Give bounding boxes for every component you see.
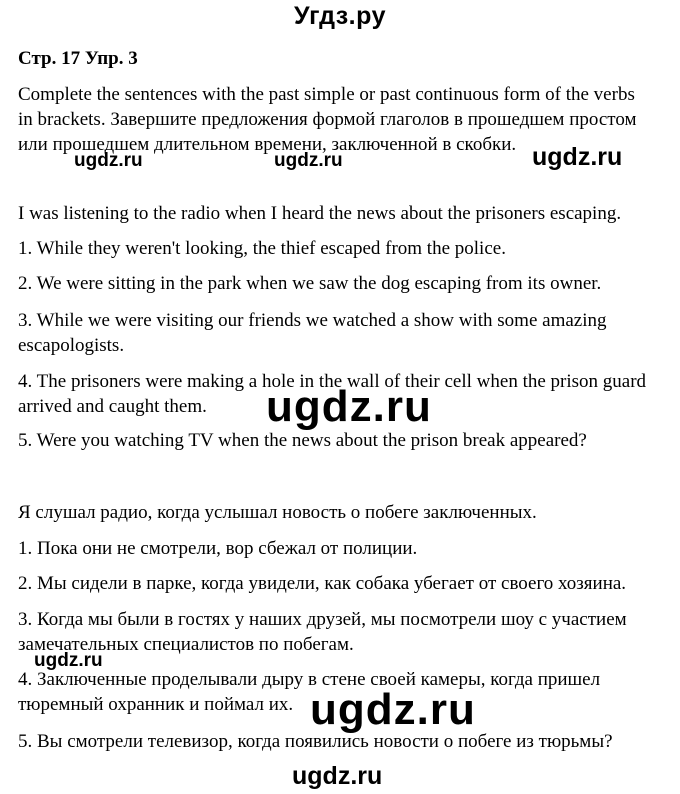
instruction-line: in brackets. Завершите предложения формой глаголов в прошедшем простом <box>18 109 637 130</box>
english-item-4: 4. The prisoners were making a hole in the wall of their cell when the prison guard <box>18 371 647 392</box>
watermark: ugdz.ru <box>532 143 623 171</box>
watermark: ugdz.ru <box>74 150 143 171</box>
russian-item-4-cont: тюремный охранник и поймал их. <box>18 694 294 715</box>
russian-item-3: 3. Когда мы были в гостях у наших друзей, мы посмотрели шоу с участием <box>18 609 627 630</box>
english-item-2: 2. We were sitting in the park when we saw the dog escaping from its owner. <box>18 273 602 294</box>
english-example: I was listening to the radio when I heard the news about the prisoners escaping. <box>18 203 622 224</box>
russian-item-3-cont: замечательных специалистов по побегам. <box>18 634 354 655</box>
exercise-heading: Стр. 17 Упр. 3 <box>18 48 138 69</box>
site-title: Угдз.ру <box>294 2 386 30</box>
english-item-1: 1. While they weren't looking, the thief escaped from the police. <box>18 238 506 259</box>
watermark: ugdz.ru <box>310 685 476 734</box>
english-item-3-cont: escapologists. <box>18 335 125 356</box>
instruction-line: или прошедшем длительном времени, заключенной в скобки. <box>18 134 517 155</box>
watermark: ugdz.ru <box>266 382 432 431</box>
russian-item-5: 5. Вы смотрели телевизор, когда появились новости о побеге из тюрьмы? <box>18 731 613 752</box>
watermark: ugdz.ru <box>292 762 383 790</box>
english-item-5: 5. Were you watching TV when the news about the prison break appeared? <box>18 430 587 451</box>
russian-item-2: 2. Мы сидели в парке, когда увидели, как собака убегает от своего хозяина. <box>18 573 627 594</box>
russian-item-4: 4. Заключенные проделывали дыру в стене своей камеры, когда пришел <box>18 669 601 690</box>
instruction-line: Complete the sentences with the past simple or past continuous form of the verbs <box>18 84 635 105</box>
watermark: ugdz.ru <box>34 650 103 671</box>
english-item-4-cont: arrived and caught them. <box>18 396 207 417</box>
russian-item-1: 1. Пока они не смотрели, вор сбежал от полиции. <box>18 538 418 559</box>
watermark: ugdz.ru <box>274 150 343 171</box>
english-item-3: 3. While we were visiting our friends we watched a show with some amazing <box>18 310 607 331</box>
russian-example: Я слушал радио, когда услышал новость о побеге заключенных. <box>18 502 537 523</box>
